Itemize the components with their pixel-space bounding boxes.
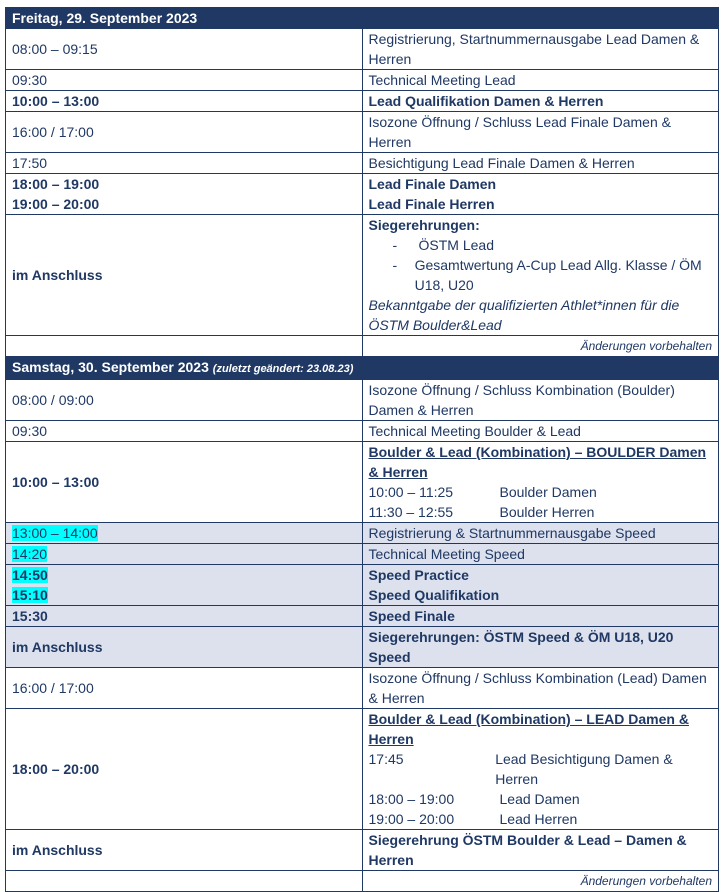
time-cell: im Anschluss xyxy=(6,830,363,871)
day-title-text: Samstag, 30. September 2023 xyxy=(12,359,209,375)
event-cell xyxy=(362,174,719,215)
changes-reserved-note: Änderungen vorbehalten xyxy=(362,336,719,357)
sub-item-time: 11:30 – 12:55 xyxy=(368,504,454,520)
block-title: Boulder & Lead (Kombination) – BOULDER Damen & Herren xyxy=(368,444,707,480)
sub-item-label: Boulder Herren xyxy=(499,504,595,520)
time-line: 19:00 – 20:00 xyxy=(12,196,100,212)
sub-item-time: 19:00 – 20:00 xyxy=(368,811,455,827)
table-row xyxy=(6,174,719,215)
event-cell: Besichtigung Lead Finale Damen & Herren xyxy=(362,153,719,174)
event-cell: Lead Qualifikation Damen & Herren xyxy=(362,91,719,112)
changes-reserved-note: Änderungen vorbehalten xyxy=(362,871,719,892)
empty-cell xyxy=(6,871,363,892)
table-row xyxy=(6,606,719,627)
event-cell: Speed Finale xyxy=(362,606,719,627)
time-line xyxy=(12,565,356,585)
time-cell: 10:00 – 13:00 xyxy=(6,91,363,112)
event-cell: Technical Meeting Lead xyxy=(362,70,719,91)
table-row xyxy=(6,523,719,544)
time-cell xyxy=(6,523,363,544)
bullet-dash: - xyxy=(392,257,398,273)
day-header-saturday xyxy=(6,357,719,380)
sub-item-label: Lead Herren xyxy=(499,811,578,827)
ceremony-title: Siegerehrungen: xyxy=(368,217,480,233)
qualification-note: Bekanntgabe der qualifizierten Athlet*innen für die ÖSTM Boulder&Lead xyxy=(368,297,680,333)
sub-item xyxy=(369,809,713,829)
event-cell: Siegerehrungen: ÖSTM Speed & ÖM U18, U20 Speed xyxy=(362,627,719,668)
list-item xyxy=(369,255,713,295)
time-cell: im Anschluss xyxy=(6,627,363,668)
table-row xyxy=(6,29,719,70)
time-cell: 09:30 xyxy=(6,70,363,91)
sub-item xyxy=(369,502,713,522)
time-cell: 10:00 – 13:00 xyxy=(6,442,363,523)
sub-item-label: Lead Besichtigung Damen & Herren xyxy=(495,751,673,787)
list-item-label: Gesamtwertung A-Cup Lead Allg. Klasse / ÖM U18, U20 xyxy=(414,257,702,293)
time-cell: 16:00 / 17:00 xyxy=(6,112,363,153)
table-row xyxy=(6,830,719,871)
table-row xyxy=(6,215,719,336)
sub-item-label: Boulder Damen xyxy=(499,484,597,500)
highlighted-time: 13:00 – 14:00 xyxy=(12,525,98,541)
sub-item-time: 17:45 xyxy=(368,751,404,767)
sub-item-time: 10:00 – 11:25 xyxy=(368,484,454,500)
table-row xyxy=(6,421,719,442)
time-cell xyxy=(6,544,363,565)
table-row xyxy=(6,544,719,565)
event-line: Speed Qualifikation xyxy=(368,587,500,603)
last-changed-note: (zuletzt geändert: 23.08.23) xyxy=(212,363,354,375)
event-cell: Isozone Öffnung / Schluss Lead Finale Damen & Herren xyxy=(362,112,719,153)
event-cell: Siegerehrung ÖSTM Boulder & Lead – Damen & Herren xyxy=(362,830,719,871)
event-cell: Isozone Öffnung / Schluss Kombination (Lead) Damen & Herren xyxy=(362,668,719,709)
time-cell xyxy=(6,565,363,606)
table-row xyxy=(6,668,719,709)
table-row xyxy=(6,442,719,523)
time-cell: 16:00 / 17:00 xyxy=(6,668,363,709)
bullet-dash: - xyxy=(392,237,398,253)
event-cell: Technical Meeting Speed xyxy=(362,544,719,565)
table-row xyxy=(6,91,719,112)
time-cell: 15:30 xyxy=(6,606,363,627)
footer-row xyxy=(6,336,719,357)
sub-item xyxy=(369,789,713,809)
event-cell xyxy=(362,565,719,606)
table-row xyxy=(6,153,719,174)
time-line: 18:00 – 19:00 xyxy=(12,176,100,192)
time-cell: 09:30 xyxy=(6,421,363,442)
highlighted-time: 14:20 xyxy=(12,546,48,562)
day-header-friday xyxy=(6,8,719,29)
time-cell: im Anschluss xyxy=(6,215,363,336)
sub-item-time: 18:00 – 19:00 xyxy=(368,791,455,807)
empty-cell xyxy=(6,336,363,357)
event-cell xyxy=(362,442,719,523)
day-title xyxy=(6,357,719,380)
time-cell: 18:00 – 20:00 xyxy=(6,709,363,830)
time-cell: 08:00 / 09:00 xyxy=(6,380,363,421)
time-cell: 17:50 xyxy=(6,153,363,174)
table-row xyxy=(6,70,719,91)
table-row xyxy=(6,565,719,606)
event-line: Lead Finale Herren xyxy=(368,196,495,212)
block-title: Boulder & Lead (Kombination) – LEAD Damen & Herren xyxy=(368,711,689,747)
event-cell xyxy=(362,215,719,336)
list-item xyxy=(369,235,713,255)
event-cell xyxy=(362,709,719,830)
footer-row xyxy=(6,871,719,892)
event-cell: Registrierung & Startnummernausgabe Speed xyxy=(362,523,719,544)
table-row xyxy=(6,709,719,830)
table-row xyxy=(6,380,719,421)
time-cell: 08:00 – 09:15 xyxy=(6,29,363,70)
time-cell xyxy=(6,174,363,215)
event-cell: Registrierung, Startnummernausgabe Lead Damen & Herren xyxy=(362,29,719,70)
event-cell: Technical Meeting Boulder & Lead xyxy=(362,421,719,442)
day-title: Freitag, 29. September 2023 xyxy=(6,8,719,29)
event-cell: Isozone Öffnung / Schluss Kombination (Boulder) Damen & Herren xyxy=(362,380,719,421)
list-item-label: ÖSTM Lead xyxy=(418,237,494,253)
event-line: Speed Practice xyxy=(368,567,469,583)
sub-item xyxy=(369,749,713,789)
time-line xyxy=(12,585,356,605)
sub-item-label: Lead Damen xyxy=(499,791,580,807)
highlighted-time: 15:10 xyxy=(12,587,48,603)
sub-item xyxy=(369,482,713,502)
table-row xyxy=(6,112,719,153)
table-row xyxy=(6,627,719,668)
event-line: Lead Finale Damen xyxy=(368,176,497,192)
highlighted-time: 14:50 xyxy=(12,567,48,583)
schedule-table xyxy=(5,7,719,892)
